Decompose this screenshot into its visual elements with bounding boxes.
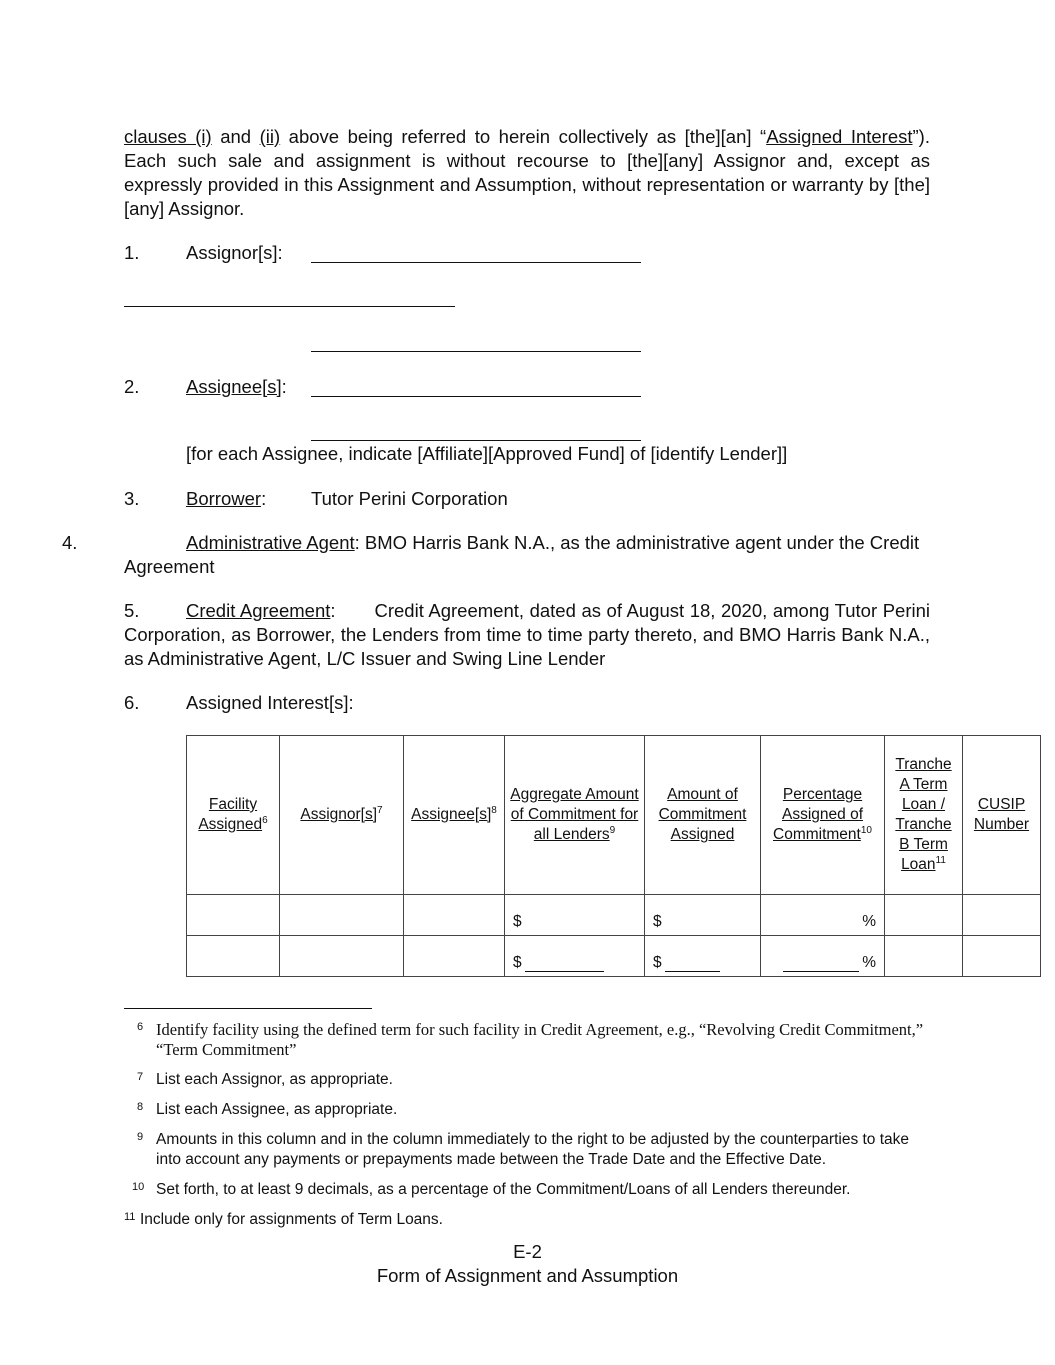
cell-tranche[interactable] — [885, 895, 963, 936]
credit-agreement-label: Credit Agreement — [186, 600, 331, 621]
clauses-i: clauses (i) — [124, 126, 212, 147]
footnote-9: 9 Amounts in this column and in the column immediately to the right to be adjusted by the counterparties to take into account any payments or prepayments made between the Trade Date and the Effective Date. — [137, 1131, 910, 1168]
item-4: 4. Administrative Agent: BMO Harris Bank N.A., as the administrative agent under the Credit Agreement — [62, 532, 920, 577]
footnote-8: 8 List each Assignee, as appropriate. — [137, 1101, 398, 1118]
header-assignees: $Assignee[s]^8$ — [404, 736, 505, 895]
cell-assignee[interactable] — [404, 936, 505, 977]
item-2-label: Assignee[s]: — [186, 376, 287, 397]
clause-ii: (ii) — [259, 126, 281, 147]
assigned-interest-term: Assigned Interest — [766, 126, 913, 147]
cell-aggregate-amount[interactable]: $ — [505, 895, 645, 936]
cell-assignor[interactable] — [280, 936, 404, 977]
page-footer-title: Form of Assignment and Assumption — [376, 1265, 679, 1286]
intro-paragraph: clauses (i) and (ii) above being referred to herein collectively as [the][an] “Assigned Interest”). Each such sale and assignment is without recourse to [the][any] Assignor and, except as expressly provided in this Assignment and Assumption, without representation or warranty by [the][any] Assignor. — [124, 126, 930, 219]
table-row — [187, 936, 1041, 977]
cell-amount-assigned[interactable]: $ — [645, 895, 761, 936]
cell-cusip[interactable] — [963, 895, 1041, 936]
item-1-label: Assignor[s]: — [186, 242, 283, 263]
item-6-label: Assigned Interest[s]: — [186, 692, 354, 713]
table-row — [187, 895, 1041, 936]
administrative-agent-label: Administrative Agent — [186, 532, 355, 553]
header-assignors: $Assignor[s]^7$ — [280, 736, 404, 895]
footnote-11: 11 Include only for assignments of Term Loans. — [124, 1211, 443, 1228]
cell-tranche[interactable] — [885, 936, 963, 977]
footnote-6: 6 Identify facility using the defined term for such facility in Credit Agreement, e.g., “Revolving Credit Commitment,” “Term Commitment” — [137, 1020, 924, 1059]
footnote-7: 7 List each Assignor, as appropriate. — [137, 1071, 393, 1088]
assignee-signature-line[interactable] — [311, 396, 641, 397]
footnote-separator — [124, 1008, 372, 1009]
table-header-row — [187, 736, 1041, 895]
assignor-signature-line[interactable] — [311, 262, 641, 263]
item-3-number: 3. — [124, 488, 140, 509]
item-2-number: 2. — [124, 376, 140, 397]
page-number: E-2 — [513, 1241, 542, 1262]
cell-aggregate-amount[interactable]: $ — [505, 936, 645, 977]
assignee-signature-line[interactable] — [311, 440, 641, 441]
cell-facility[interactable] — [187, 895, 280, 936]
header-cusip: CUSIP Number — [963, 736, 1041, 895]
cell-percentage[interactable]: % — [761, 936, 885, 977]
footnote-10: 10 Set forth, to at least 9 decimals, as a percentage of the Commitment/Loans of all Lenders thereunder. — [132, 1181, 851, 1198]
cell-assignee[interactable] — [404, 895, 505, 936]
header-amount-assigned: Amount of Commitment Assigned — [645, 736, 761, 895]
cell-cusip[interactable] — [963, 936, 1041, 977]
header-percentage-assigned: Percentage Assigned of Commitment$^{10}$ — [761, 736, 885, 895]
cell-percentage[interactable]: % — [761, 895, 885, 936]
header-facility-assigned: Facility Assigned$^6$ — [187, 736, 280, 895]
assignee-note: [for each Assignee, indicate [Affiliate][Approved Fund] of [identify Lender]] — [186, 443, 788, 464]
cell-assignor[interactable] — [280, 895, 404, 936]
cell-facility[interactable] — [187, 936, 280, 977]
borrower-value: Tutor Perini Corporation — [311, 488, 508, 509]
item-5: 5. Credit Agreement: Credit Agreement, dated as of August 18, 2020, among Tutor Perini Corporation, as Borrower, the Lenders from time to time party thereto, and BMO Harris Bank N.A., as Administrative Agent, L/C Issuer and Swing Line Lender — [124, 600, 930, 669]
item-1-number: 1. — [124, 242, 140, 263]
header-aggregate-amount: Aggregate Amount of Commitment for all Lenders$^9$ — [505, 736, 645, 895]
item-6-number: 6. — [124, 692, 140, 713]
assignor-signature-line[interactable] — [124, 306, 455, 307]
item-3-label: Borrower: — [186, 488, 267, 509]
assignor-signature-line[interactable] — [311, 351, 641, 352]
assigned-interest-table — [186, 735, 1041, 977]
cell-amount-assigned[interactable]: $ — [645, 936, 761, 977]
header-tranche: Tranche A Term Loan / Tranche B Term Loan$^{11}$ — [885, 736, 963, 895]
